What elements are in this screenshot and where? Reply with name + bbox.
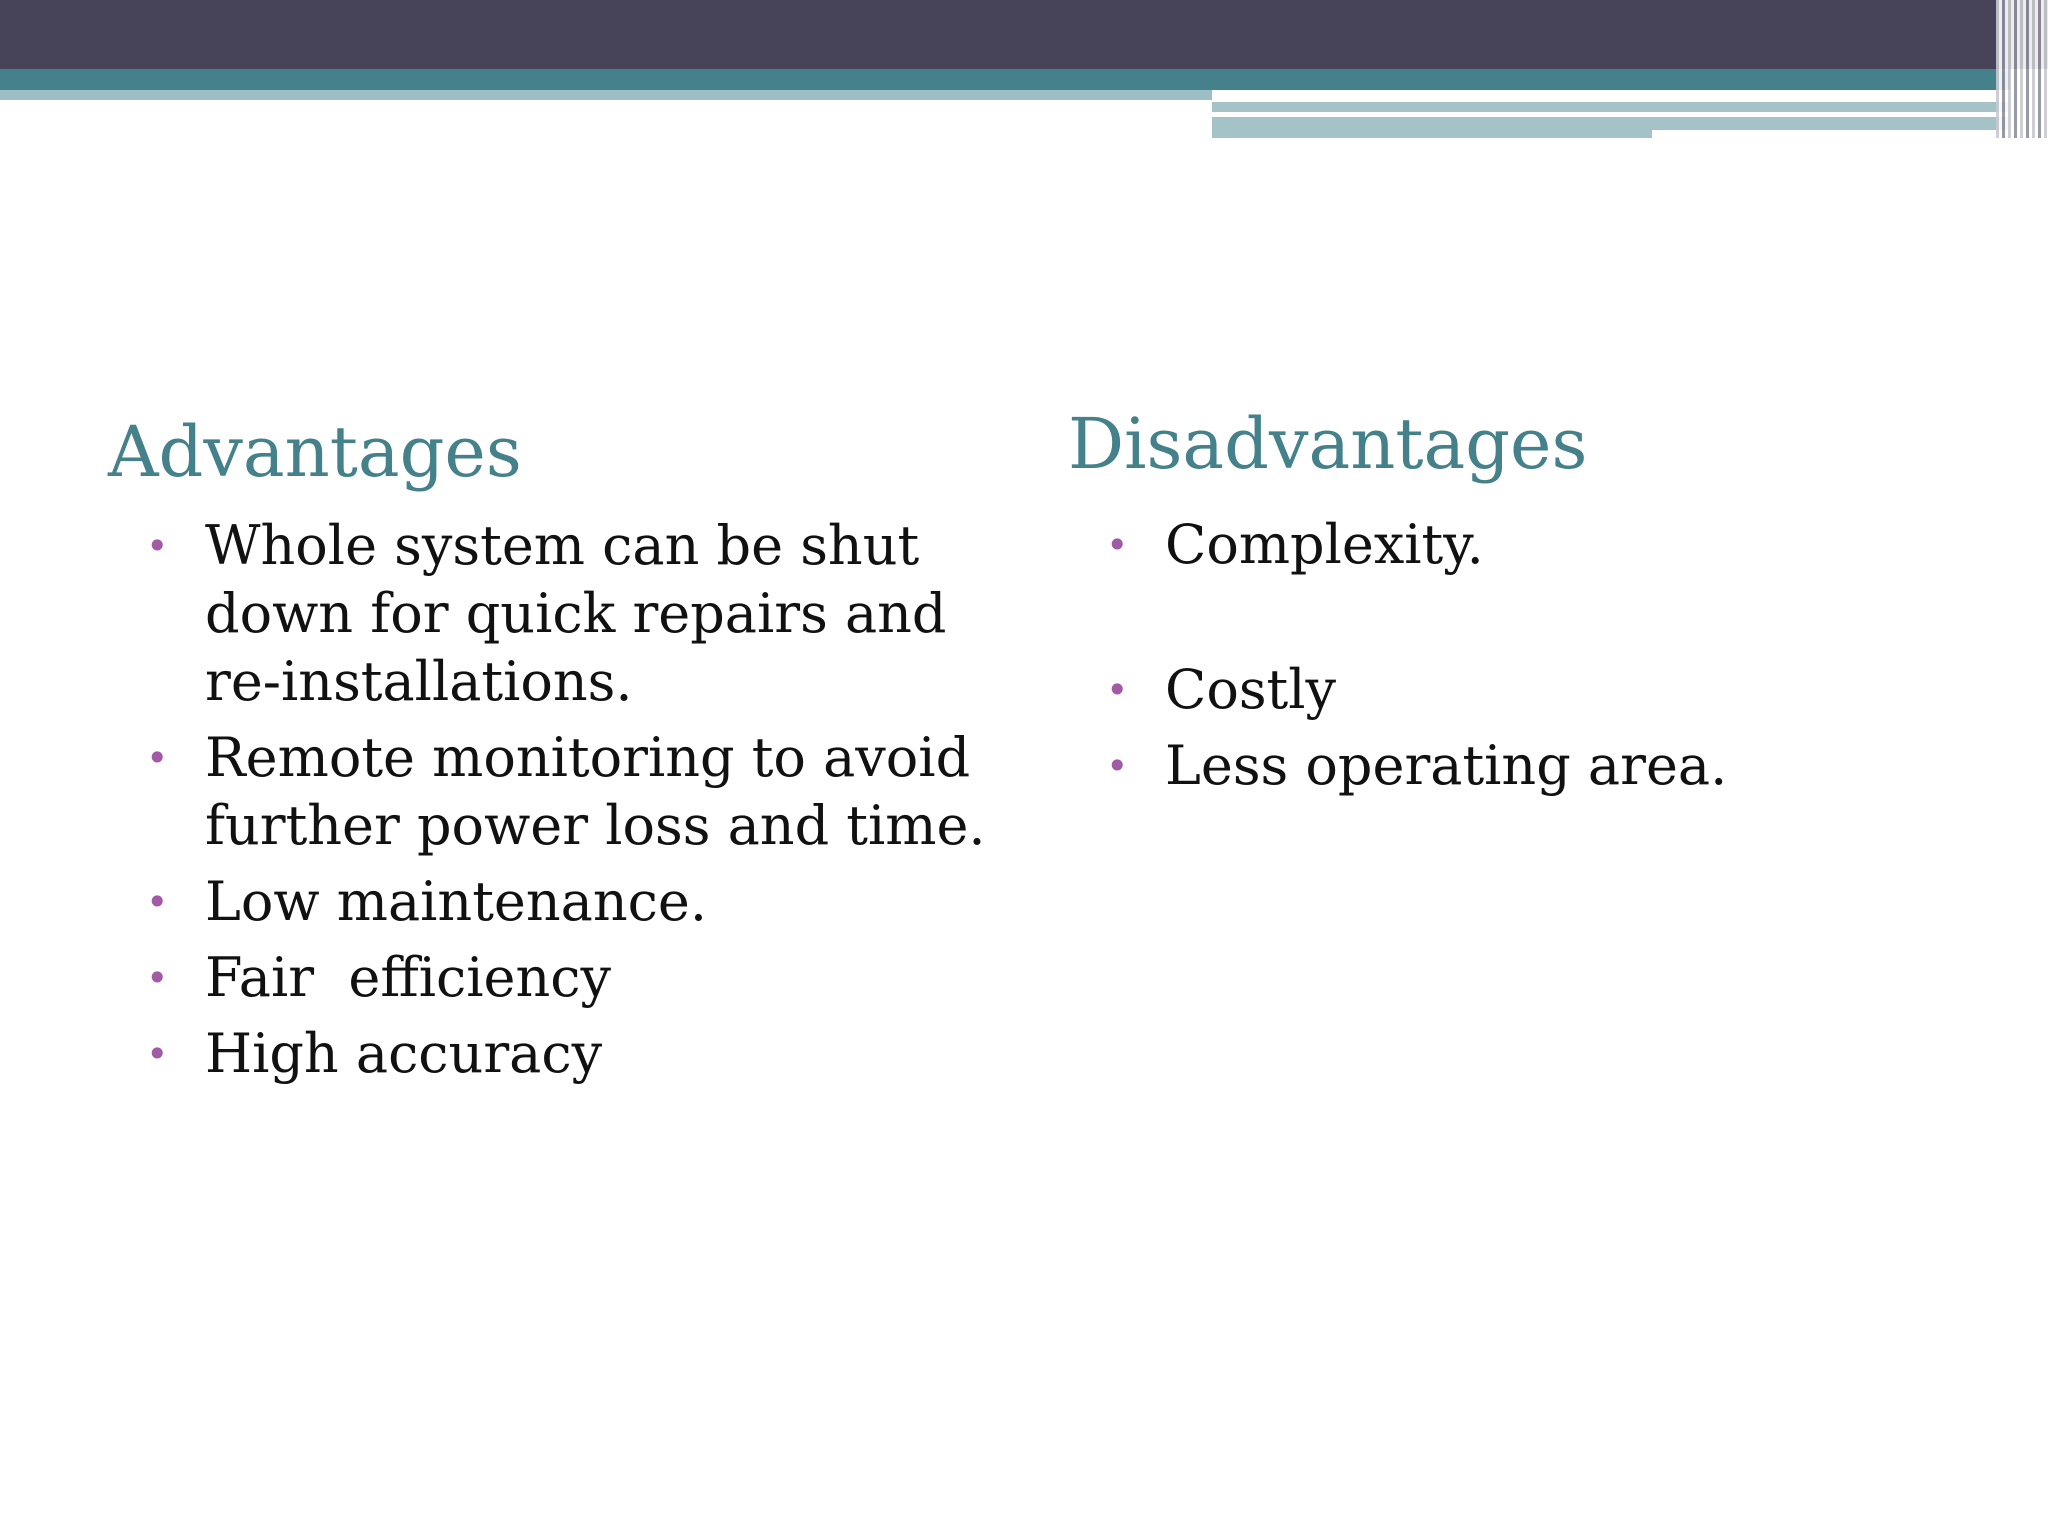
- header-stripes-decoration: [1996, 0, 2048, 138]
- list-item: [108, 724, 1008, 860]
- list-item: [108, 1020, 1008, 1088]
- list-item-text: • High accuracy: [205, 1022, 603, 1085]
- disadvantages-heading: Disadvantages: [1068, 403, 1588, 485]
- disadvantages-list: [1068, 511, 1968, 800]
- header-teal-band: [0, 69, 2010, 90]
- list-item-text: Costly: [1165, 658, 1337, 721]
- advantages-list: [108, 512, 1008, 1088]
- list-item: [108, 512, 1008, 716]
- advantages-column: [108, 410, 1008, 1096]
- list-item: [1068, 656, 1968, 724]
- list-item: [108, 868, 1008, 936]
- header-dark-band: [0, 0, 2048, 69]
- header-light-band-right-lower: [1212, 117, 2008, 130]
- header-light-band-right-short: [1212, 130, 1652, 138]
- list-item-text: • Whole system can be shut down for quick repairs and re-installations.: [205, 514, 947, 713]
- header-light-band-right: [1212, 102, 2008, 112]
- disadvantages-column: [1068, 402, 1968, 808]
- list-item-text: • Fair efficiency: [205, 946, 612, 1009]
- header-light-band-left: [0, 90, 1212, 100]
- list-item-text: Less operating area.: [1165, 734, 1728, 797]
- list-item-text: • Low maintenance.: [205, 870, 707, 933]
- advantages-heading: Advantages: [108, 411, 522, 493]
- list-item: [1068, 732, 1968, 800]
- list-item: [1068, 511, 1968, 579]
- list-item-text: • Remote monitoring to avoid further power loss and time.: [205, 726, 986, 857]
- list-item-text: Complexity.: [1165, 513, 1484, 576]
- list-item: [108, 944, 1008, 1012]
